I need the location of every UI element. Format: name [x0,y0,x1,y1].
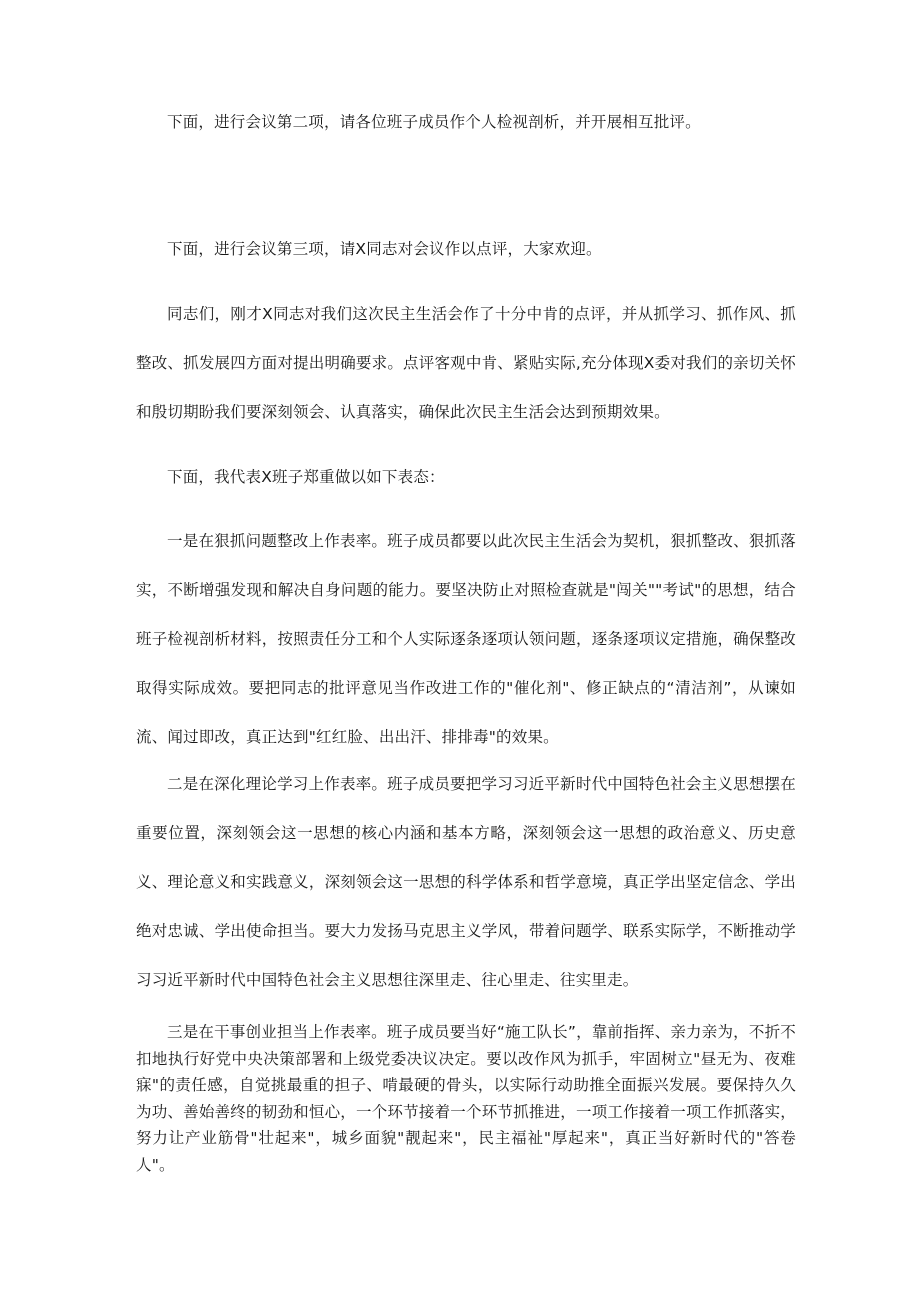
paragraph-statement-intro: 下面，我代表X班子郑重做以如下表态： [167,468,445,486]
paragraph-agenda-item-two: 下面，进行会议第二项，请各位班子成员作个人检视剖析，并开展相互批评。 [167,113,701,131]
paragraph-agenda-item-three: 下面，进行会议第三项，请X同志对会议作以点评，大家欢迎。 [167,240,602,258]
paragraph-point-two: 二是在深化理论学习上作表率。班子成员要把学习习近平新时代中国特色社会主义思想摆在重要位置，深刻领会这一思想的核心内涵和基本方略，深刻领会这一思想的政治意义、历史意义、理论意义和实践意义，深刻领会这一思想的科学体系和哲学意境，真正学出坚定信念、学出绝对忠诚、学出使命担当。要大力发扬马克思主义学风，带着问题学、联系实际学，不断推动学习习近平新时代中国特色社会主义思想往深里走、往心里走、往实里走。 [136,775,796,989]
paragraph-comment-summary: 同志们，刚才X同志对我们这次民主生活会作了十分中肯的点评，并从抓学习、抓作风、抓整改、抓发展四方面对提出明确要求。点评客观中肯、紧贴实际,充分体现X委对我们的亲切关怀和殷切期盼我们要深刻领会、认真落实，确保此次民主生活会达到预期效果。 [136,305,796,421]
paragraph-point-one: 一是在狠抓问题整改上作表率。班子成员都要以此次民主生活会为契机，狠抓整改、狠抓落实，不断增强发现和解决自身问题的能力。要坚决防止对照检查就是"闯关""考试"的思想，结合班子检视剖析材料，按照责任分工和个人实际逐条逐项认领问题，逐条逐项议定措施，确保整改取得实际成效。要把同志的批评意见当作改进工作的"催化剂"、修正缺点的“清洁剂”，从谏如流、闻过即改，真正达到"红红脸、出出汗、排排毒"的效果。 [136,532,796,746]
paragraph-point-three: 三是在干事创业担当上作表率。班子成员要当好“施工队长”，靠前指挥、亲力亲为，不折不扣地执行好党中央决策部署和上级党委决议决定。要以改作风为抓手，牢固树立"昼无为、夜难寐"的责任感，自觉挑最重的担子、啃最硬的骨头，以实际行动助推全面振兴发展。要保持久久为功、善始善终的韧劲和恒心，一个环节接着一个环节抓推进，一项工作接着一项工作抓落实，努力让产业筋骨"壮起来"，城乡面貌"靓起来"，民主福祉"厚起来"，真正当好新时代的"答卷人"。 [136,1023,796,1174]
